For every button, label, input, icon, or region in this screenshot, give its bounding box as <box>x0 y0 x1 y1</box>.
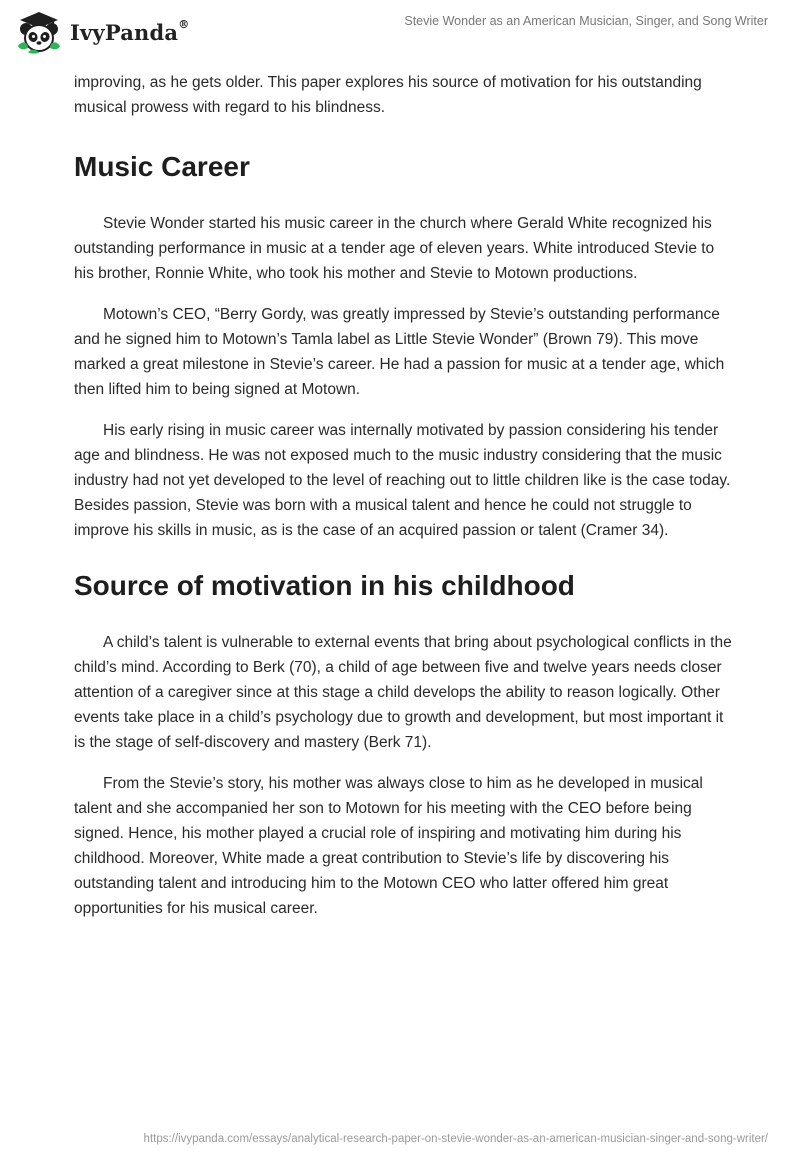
logo-wordmark: IvyPanda <box>70 19 179 45</box>
paragraph: A child’s talent is vulnerable to external events that bring about psychological conflicts in the child’s mind. According to Berk (70), a child of age between five and twelve years needs closer attention of a caregiver since at this stage a child develops the ability to reason logically. Other events take place in a child’s psychology due to growth and development, but most important it is the stage of self-discovery and mastery (Berk 71). <box>74 634 732 751</box>
paragraph: His early rising in music career was internally motivated by passion considering his tender age and blindness. He was not exposed much to the music industry considering that the music industry had not yet developed to the level of reaching out to little children like is the case today. Besides passion, Stevie was born with a musical talent and hence he could not struggle to improve his skills in music, as is the case of an acquired passion or talent (Cramer 34). <box>74 422 731 539</box>
source-url[interactable]: https://ivypanda.com/essays/analytical-research-paper-on-stevie-wonder-as-an-american-musician-singer-and-song-writer/ <box>143 1133 768 1145</box>
paragraph: Stevie Wonder started his music career in the church where Gerald White recognized his outstanding performance in music at a tender age of eleven years. White introduced Stevie to his brother, Ronnie White, who took his mother and Stevie to Motown productions. <box>74 215 715 282</box>
paragraph: Motown’s CEO, “Berry Gordy, was greatly impressed by Stevie’s outstanding performance and he signed him to Motown’s Tamla label as Little Stevie Wonder” (Brown 79). This move marked a great milestone in Stevie’s career. He had a passion for music at a tender age, which then lifted him to being signed at Motown. <box>74 306 725 398</box>
paragraph: From the Stevie’s story, his mother was always close to him as he developed in musical talent and she accompanied her son to Motown for his meeting with the CEO before being signed. Hence, his mother played a crucial role of inspiring and motivating him during his childhood. Moreover, White made a great contribution to Stevie’s life by discovering his outstanding talent and introducing him to the Motown CEO who latter offered him great opportunities for his musical career. <box>74 775 703 917</box>
section-heading-music-career: Music Career <box>74 151 250 182</box>
ivypanda-logo[interactable] <box>14 8 189 56</box>
registered-mark: ® <box>178 17 190 31</box>
section-heading-source-of-motivation: Source of motivation in his childhood <box>74 570 575 601</box>
essay-content <box>74 70 734 937</box>
intro-paragraph: improving, as he gets older. This paper explores his source of motivation for his outstanding musical prowess with regard to his blindness. <box>74 74 702 116</box>
logo-text <box>70 17 190 45</box>
document-title: Stevie Wonder as an American Musician, Singer, and Song Writer <box>404 14 768 28</box>
panda-graduate-icon <box>14 10 64 54</box>
page-header <box>0 0 800 64</box>
